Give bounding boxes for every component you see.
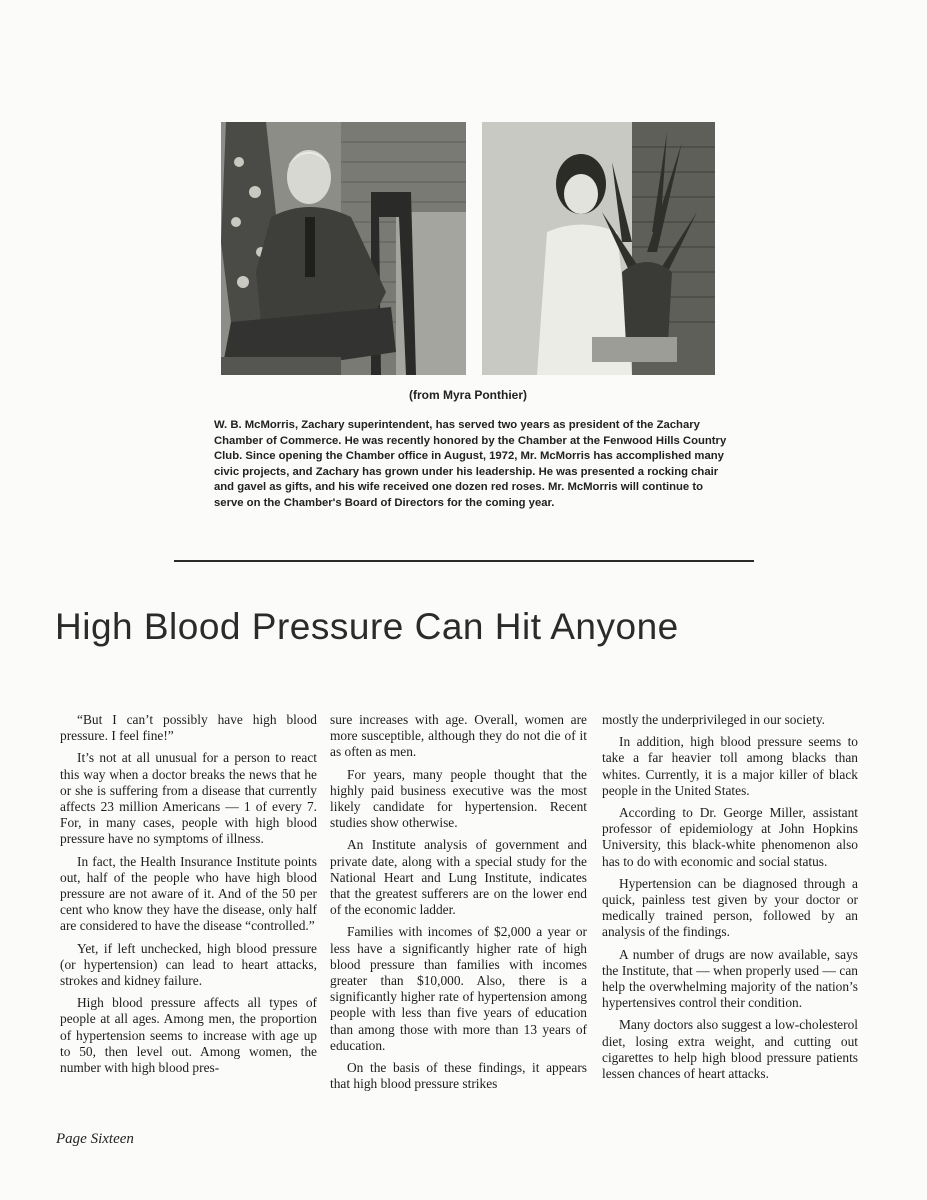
paragraph: Hypertension can be diagnosed through a quick, painless test given by your doctor or medically trained person, followed by an analysis of the findings. [602,875,858,940]
paragraph: For years, many people thought that the highly paid business executive was the most likely candidate for hypertension. Recent studies show otherwise. [330,766,587,831]
photo-mrs-mcmorris-roses [482,122,715,375]
article-column-2 [330,712,587,1098]
paragraph: mostly the underprivileged in our society. [602,712,826,727]
article-column-1 [60,712,317,1082]
photo-credit: (from Myra Ponthier) [408,388,527,402]
paragraph: On the basis of these findings, it appears that high blood pressure strikes [330,1060,587,1092]
paragraph: High blood pressure affects all types of people at all ages. Among men, the proportion of hypertension seems to increase with age up to 50, then level out. Among women, the number with high blood pres- [60,995,317,1076]
paragraph: “But I can’t possibly have high blood pressure. I feel fine!” [60,712,317,744]
paragraph: An Institute analysis of government and private date, along with a special study for the National Heart and Lung Institute, indicates that the greatest sufferers are on the lower end of the economic ladder. [330,837,587,918]
paragraph: In fact, the Health Insurance Institute points out, half of the people who have high blood pressure are not aware of it. And of the 50 per cent who know they have the disease, only half are considered to have the disease “controlled.” [60,853,317,934]
photo-mcmorris-rocking-chair [221,122,466,375]
page-number: Page Sixteen [56,1131,134,1147]
paragraph: It’s not at all unusual for a person to react this way when a doctor breaks the news that he or she is suffering from a disease that currently affects 23 million Americans — 1 of every 7. For, in many cases, people with high blood pressure have no symptoms of illness. [60,750,317,847]
article-column-3 [602,712,858,1088]
paragraph: Many doctors also suggest a low-cholesterol diet, losing extra weight, and cutting out cigarettes to help high blood pressure patients lessen chances of heart attacks. [602,1017,858,1082]
divider-rule [174,560,754,562]
paragraph: Families with incomes of $2,000 a year or less have a significantly higher rate of high blood pressure than families with incomes greater than $10,000. Also, there is a significantly higher rate of hypertension among people with less than five years of education than among those with more than 13 years of education. [330,924,587,1053]
photo-caption: W. B. McMorris, Zachary superintendent, has served two years as president of the Zachary Chamber of Commerce. He was recently honored by the Chamber at the Fenwood Hills Country Club. Since opening the Chamber office in August, 1972, Mr. McMorris has accomplished many civic projects, and Zachary has grown under his leadership. He was presented a rocking chair and gavel as gifts, and his wife received one dozen red roses. Mr. McMorris will continue to serve on the Chamber's Board of Directors for the coming year. [214,419,727,509]
paragraph: Yet, if left unchecked, high blood pressure (or hypertension) can lead to heart attacks, strokes and kidney failure. [60,940,317,989]
paragraph: A number of drugs are now available, says the Institute, that — when properly used — can help the overwhelming majority of the nation’s hypertensives control their condition. [602,946,858,1011]
paragraph: In addition, high blood pressure seems to take a far heavier toll among blacks than whites. Currently, it is a major killer of black people in the United States. [602,734,858,798]
article-headline: High Blood Pressure Can Hit Anyone [55,606,679,647]
paragraph: sure increases with age. Overall, women are more susceptible, although they do not die of it as often as men. [330,712,587,760]
paragraph: According to Dr. George Miller, assistant professor of epidemiology at John Hopkins University, this black-white phenomenon also has to do with economic and social status. [602,805,858,869]
